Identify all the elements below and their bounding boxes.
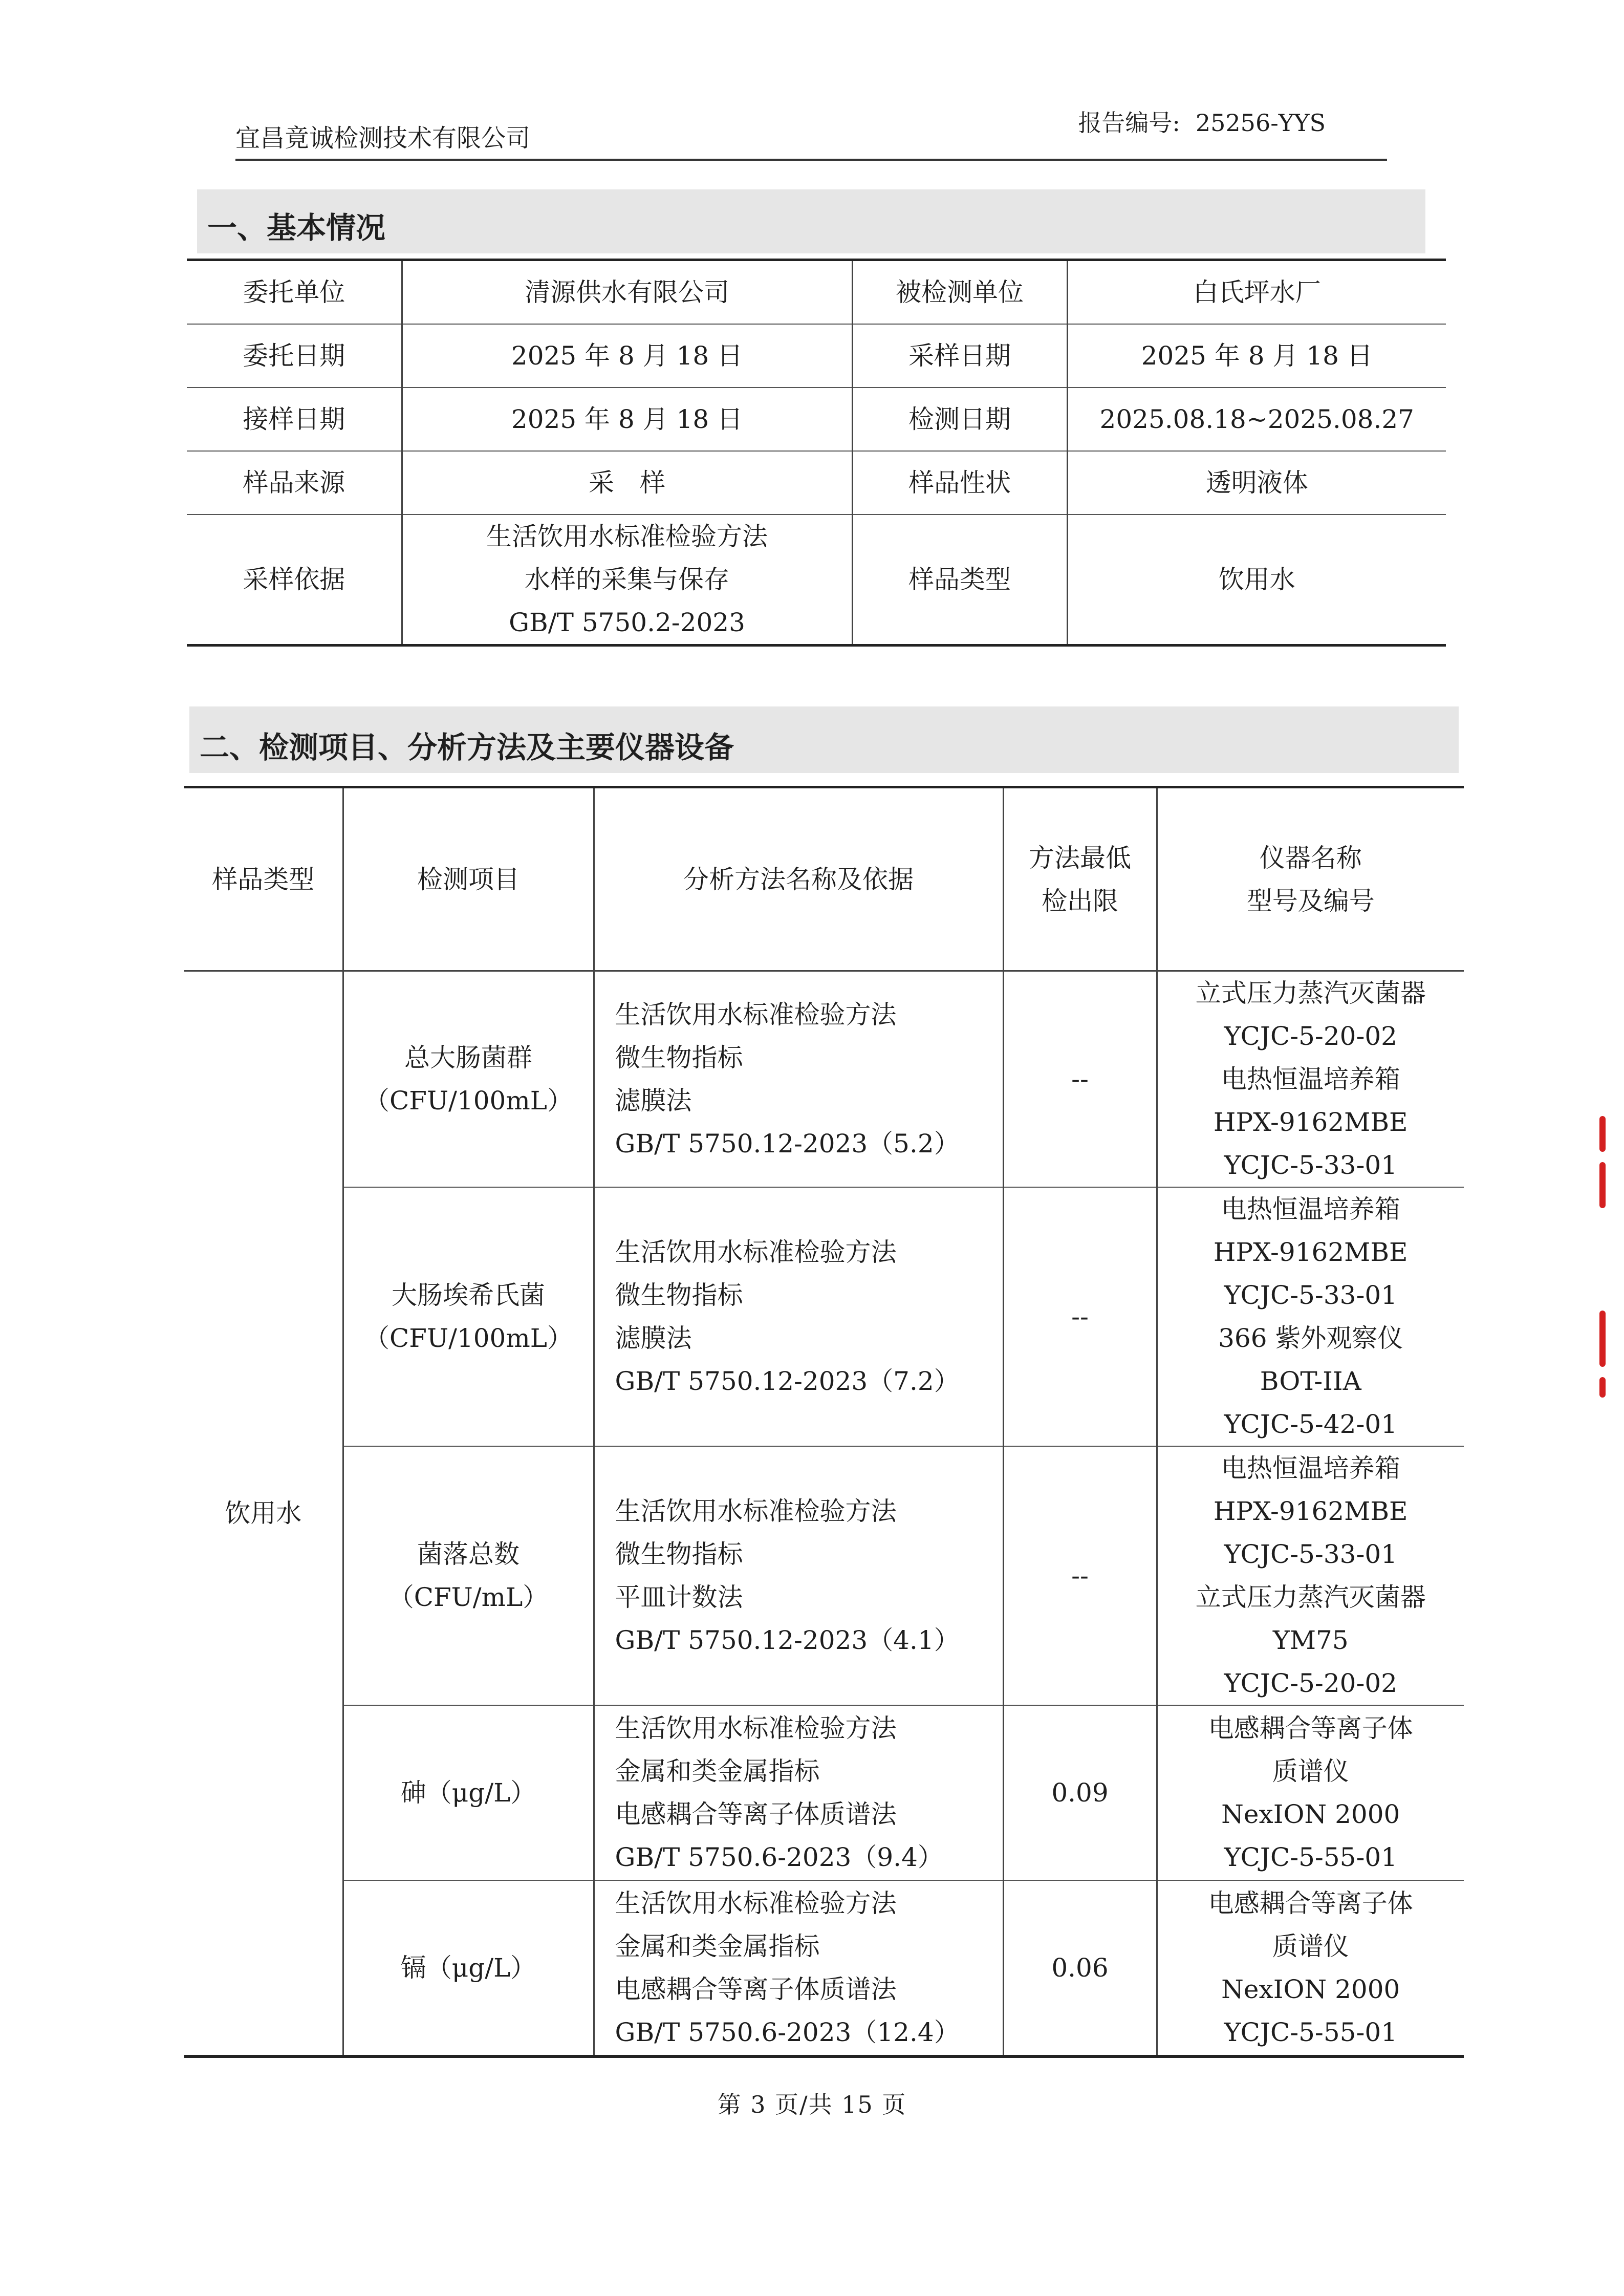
instrument-line: YCJC-5-20-02	[1224, 1668, 1397, 1698]
item-line: 镉（μg/L）	[400, 1953, 536, 1983]
instrument-line: 质谱仪	[1272, 1756, 1349, 1786]
table-row	[184, 1705, 1464, 1880]
item-cell	[343, 1880, 594, 2056]
method-cell	[594, 1705, 1003, 1880]
instrument-line: 电热恒温培养箱	[1221, 1064, 1400, 1094]
report-number-value: 25256-YYS	[1195, 109, 1326, 137]
instrument-line: YM75	[1272, 1625, 1349, 1655]
item-line: 菌落总数	[417, 1539, 519, 1569]
basis-line: GB/T 5750.2-2023	[509, 608, 745, 637]
method-line: 电感耦合等离子体质谱法	[615, 1975, 897, 2004]
instrument-cell	[1157, 1705, 1464, 1880]
instrument-line: 电感耦合等离子体	[1208, 1713, 1413, 1743]
method-cell	[594, 1446, 1003, 1705]
method-line: GB/T 5750.12-2023（5.2）	[615, 1129, 960, 1158]
page-number: 第 3 页/共 15 页	[717, 2091, 907, 2118]
method-cell	[594, 1880, 1003, 2056]
basis-line: 水样的采集与保存	[525, 565, 729, 594]
section-basic-title: 一、基本情况	[197, 189, 1425, 253]
limit-cell: --	[1003, 971, 1157, 1188]
sample-type-cell: 饮用水	[184, 971, 343, 2057]
field-value: 2025 年 8 月 18 日	[402, 324, 852, 388]
seal-edge-mark	[1599, 1116, 1606, 1152]
instrument-line: HPX-9162MBE	[1213, 1237, 1408, 1267]
field-label: 委托日期	[187, 324, 402, 388]
method-line: 生活饮用水标准检验方法	[615, 1713, 897, 1743]
table-header-row	[184, 787, 1464, 971]
instrument-line: YCJC-5-20-02	[1224, 1021, 1397, 1051]
instrument-line: 电感耦合等离子体	[1208, 1889, 1413, 1918]
page-header	[235, 110, 1387, 161]
method-line: GB/T 5750.12-2023（7.2）	[615, 1366, 960, 1396]
basic-info-table	[187, 259, 1446, 647]
instrument-line: YCJC-5-33-01	[1224, 1150, 1397, 1180]
instrument-line: 质谱仪	[1272, 1932, 1349, 1961]
method-line: 电感耦合等离子体质谱法	[615, 1799, 897, 1829]
method-line: 微生物指标	[615, 1280, 743, 1310]
field-label: 采样依据	[187, 514, 402, 646]
instrument-cell	[1157, 1446, 1464, 1705]
section-methods-title: 二、检测项目、分析方法及主要仪器设备	[189, 706, 1459, 773]
field-label: 委托单位	[187, 260, 402, 325]
limit-cell: 0.09	[1003, 1705, 1157, 1880]
item-line: （CFU/100mL）	[364, 1323, 573, 1353]
table-row	[184, 1187, 1464, 1446]
item-line: 大肠埃希氏菌	[392, 1280, 545, 1310]
item-line: 砷（μg/L）	[400, 1778, 536, 1808]
header-instrument-line: 仪器名称	[1259, 843, 1362, 873]
table-row	[184, 971, 1464, 1188]
header-instrument	[1157, 787, 1464, 971]
method-line: GB/T 5750.12-2023（4.1）	[615, 1625, 960, 1655]
instrument-line: 电热恒温培养箱	[1221, 1194, 1400, 1224]
field-value: 清源供水有限公司	[402, 260, 852, 325]
method-line: 微生物指标	[615, 1043, 743, 1072]
field-value: 采 样	[402, 451, 852, 514]
method-line: 滤膜法	[615, 1323, 692, 1353]
limit-cell: --	[1003, 1187, 1157, 1446]
method-line: 金属和类金属指标	[615, 1932, 820, 1961]
field-value: 透明液体	[1067, 451, 1446, 514]
sampling-basis	[402, 514, 852, 646]
report-number	[1078, 104, 1326, 138]
seal-edge-mark	[1599, 1311, 1606, 1367]
instrument-cell	[1157, 1187, 1464, 1446]
basic-row	[187, 388, 1446, 451]
instrument-line: YCJC-5-33-01	[1224, 1280, 1397, 1310]
header-limit-line: 检出限	[1042, 886, 1118, 916]
method-line: 生活饮用水标准检验方法	[615, 1237, 897, 1267]
method-cell	[594, 971, 1003, 1188]
method-line: 生活饮用水标准检验方法	[615, 1889, 897, 1918]
field-value: 2025 年 8 月 18 日	[402, 388, 852, 451]
method-line: GB/T 5750.6-2023（9.4）	[615, 1842, 943, 1872]
table-row	[184, 1446, 1464, 1705]
basic-row	[187, 260, 1446, 325]
field-label: 样品类型	[852, 514, 1067, 646]
seal-edge-mark	[1599, 1377, 1606, 1398]
method-line: 微生物指标	[615, 1539, 743, 1569]
method-line: 平皿计数法	[615, 1582, 743, 1612]
header-limit-line: 方法最低	[1029, 843, 1131, 873]
instrument-line: YCJC-5-55-01	[1224, 2018, 1397, 2047]
instrument-line: NexION 2000	[1221, 1799, 1400, 1829]
instrument-line: HPX-9162MBE	[1213, 1107, 1408, 1137]
header-limit	[1003, 787, 1157, 971]
instrument-line: BOT-IIA	[1260, 1366, 1361, 1396]
basic-row	[187, 514, 1446, 646]
method-line: 滤膜法	[615, 1086, 692, 1115]
item-cell	[343, 1187, 594, 1446]
item-cell	[343, 1705, 594, 1880]
method-line: 金属和类金属指标	[615, 1756, 820, 1786]
field-label: 样品性状	[852, 451, 1067, 514]
method-line: GB/T 5750.6-2023（12.4）	[615, 2018, 960, 2047]
instrument-line: HPX-9162MBE	[1213, 1496, 1408, 1526]
instrument-line: 立式压力蒸汽灭菌器	[1195, 978, 1426, 1008]
instrument-cell	[1157, 1880, 1464, 2056]
instrument-line: 电热恒温培养箱	[1221, 1453, 1400, 1483]
basis-line: 生活饮用水标准检验方法	[486, 522, 768, 551]
field-label: 样品来源	[187, 451, 402, 514]
header-item: 检测项目	[343, 787, 594, 971]
header-sample-type: 样品类型	[184, 787, 343, 971]
instrument-cell	[1157, 971, 1464, 1188]
instrument-line: YCJC-5-55-01	[1224, 1842, 1397, 1872]
field-value: 饮用水	[1067, 514, 1446, 646]
company-name: 宜昌竟诚检测技术有限公司	[235, 124, 531, 153]
field-label: 被检测单位	[852, 260, 1067, 325]
basic-row	[187, 324, 1446, 388]
item-line: （CFU/mL）	[388, 1582, 549, 1612]
method-line: 生活饮用水标准检验方法	[615, 1496, 897, 1526]
instrument-line: 立式压力蒸汽灭菌器	[1195, 1582, 1426, 1612]
field-value: 白氏坪水厂	[1067, 260, 1446, 325]
field-value: 2025.08.18~2025.08.27	[1067, 388, 1446, 451]
field-label: 接样日期	[187, 388, 402, 451]
item-cell	[343, 1446, 594, 1705]
field-value: 2025 年 8 月 18 日	[1067, 324, 1446, 388]
method-cell	[594, 1187, 1003, 1446]
header-method: 分析方法名称及依据	[594, 787, 1003, 971]
field-label: 检测日期	[852, 388, 1067, 451]
item-cell	[343, 971, 594, 1188]
field-label: 采样日期	[852, 324, 1067, 388]
item-line: 总大肠菌群	[404, 1043, 532, 1072]
instrument-line: 366 紫外观察仪	[1218, 1323, 1403, 1353]
methods-table	[184, 786, 1464, 2058]
limit-cell: 0.06	[1003, 1880, 1157, 2056]
instrument-line: YCJC-5-42-01	[1224, 1409, 1397, 1439]
seal-edge-mark	[1599, 1162, 1606, 1208]
limit-cell: --	[1003, 1446, 1157, 1705]
header-instrument-line: 型号及编号	[1246, 886, 1375, 916]
item-line: （CFU/100mL）	[364, 1086, 573, 1115]
instrument-line: YCJC-5-33-01	[1224, 1539, 1397, 1569]
instrument-line: NexION 2000	[1221, 1975, 1400, 2004]
basic-row	[187, 451, 1446, 514]
method-line: 生活饮用水标准检验方法	[615, 1000, 897, 1029]
report-number-label: 报告编号:	[1078, 109, 1180, 137]
table-row	[184, 1880, 1464, 2056]
